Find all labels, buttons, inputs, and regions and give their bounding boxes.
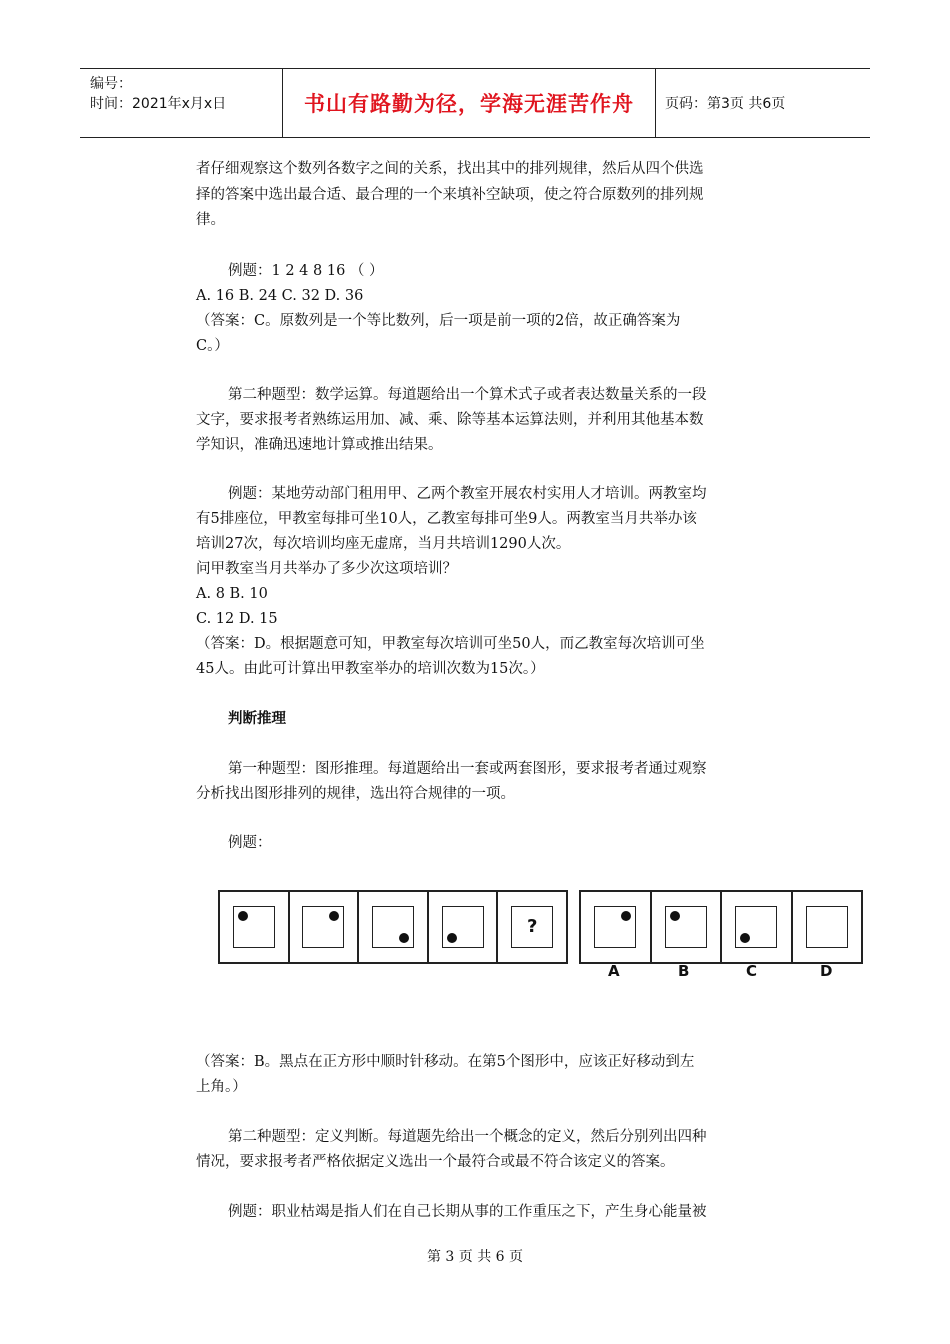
text-line: 例题： (228, 835, 272, 851)
section-heading: 判断推理 (228, 711, 286, 727)
example-sequence: 例题：1 2 4 8 16 （ ） (228, 263, 384, 279)
sequence-cell (429, 892, 499, 962)
option-label-a: A (608, 962, 620, 980)
answer-line: 45人。由此可计算出甲教室举办的培训次数为15次。） (196, 661, 545, 677)
header-info (80, 69, 282, 137)
figure-sequence (218, 890, 568, 964)
dot-shape (740, 933, 750, 943)
text-line: 择的答案中选出最合适、最合理的一个来填补空缺项，使之符合原数列的排列规 (196, 187, 704, 203)
square-shape (302, 906, 344, 948)
text-line: 第二种题型：定义判断。每道题先给出一个概念的定义，然后分别列出四种 (228, 1129, 707, 1145)
option-cell-a (581, 892, 652, 962)
answer-line: C。） (196, 338, 229, 354)
text-line: 情况，要求报考者严格依据定义选出一个最符合或最不符合该定义的答案。 (196, 1154, 675, 1170)
square-shape (594, 906, 636, 948)
option-label-c: C (746, 962, 758, 980)
text-line: 问甲教室当月共举办了多少次这项培训？ (196, 561, 457, 577)
text-line: 律。 (196, 212, 225, 228)
text-line: 文字，要求报考者熟练运用加、减、乘、除等基本运算法则，并利用其他基本数 (196, 412, 704, 428)
square-shape (372, 906, 414, 948)
answer-line: （答案：D。根据题意可知，甲教室每次培训可坐50人，而乙教室每次培训可坐 (196, 636, 705, 652)
square-shape (442, 906, 484, 948)
text-line: 培训27次，每次培训均座无虚席，当月共培训1290人次。 (196, 536, 571, 552)
square-shape (735, 906, 777, 948)
dot-shape (329, 911, 339, 921)
text-line: 第一种题型：图形推理。每道题给出一套或两套图形，要求报考者通过观察 (228, 761, 707, 777)
dot-shape (621, 911, 631, 921)
sequence-cell (220, 892, 290, 962)
square-shape (511, 906, 553, 948)
number-label: 编号： (90, 76, 132, 92)
text-line: 者仔细观察这个数列各数字之间的关系，找出其中的排列规律，然后从四个供选 (196, 161, 704, 177)
dot-shape (238, 911, 248, 921)
answer-line: 上角。） (196, 1079, 247, 1095)
sequence-cell (498, 892, 566, 962)
option-cell-c (722, 892, 793, 962)
options-line: A. 16 B. 24 C. 32 D. 36 (196, 288, 364, 304)
dot-shape (399, 933, 409, 943)
text-line: 第二种题型：数学运算。每道题给出一个算术式子或者表达数量关系的一段 (228, 387, 707, 403)
square-shape (233, 906, 275, 948)
page-header (80, 68, 870, 138)
sequence-cell (359, 892, 429, 962)
text-line: 例题：职业枯竭是指人们在自己长期从事的工作重压之下，产生身心能量被 (228, 1204, 707, 1220)
page-info: 页码：第3页 共6页 (665, 96, 786, 112)
option-label-d: D (820, 962, 833, 980)
option-cell-d (793, 892, 862, 962)
page-footer: 第 3 页 共 6 页 (426, 1249, 524, 1265)
options-line: C. 12 D. 15 (196, 611, 278, 627)
text-line: 例题：某地劳动部门租用甲、乙两个教室开展农村实用人才培训。两教室均 (228, 486, 707, 502)
square-shape (665, 906, 707, 948)
sequence-cell (290, 892, 360, 962)
text-line: 学知识，准确迅速地计算或推出结果。 (196, 437, 443, 453)
text-line: 有5排座位，甲教室每排可坐10人，乙教室每排可坐9人。两教室当月共举办该 (196, 511, 697, 527)
text-line: 分析找出图形排列的规律，选出符合规律的一项。 (196, 786, 515, 802)
answer-line: （答案：C。原数列是一个等比数列，后一项是前一项的2倍，故正确答案为 (196, 313, 681, 329)
motto: 书山有路勤为径，学海无涯苦作舟 (304, 92, 634, 116)
header-divider (655, 69, 656, 137)
figure-options (579, 890, 863, 964)
square-shape (806, 906, 848, 948)
dot-shape (447, 933, 457, 943)
options-line: A. 8 B. 10 (196, 586, 268, 602)
answer-line: （答案：B。黑点在正方形中顺时针移动。在第5个图形中，应该正好移动到左 (196, 1054, 695, 1070)
question-mark: ? (526, 916, 538, 937)
option-label-b: B (678, 962, 690, 980)
time-label: 时间：2021年x月x日 (90, 96, 227, 112)
option-cell-b (652, 892, 723, 962)
dot-shape (670, 911, 680, 921)
